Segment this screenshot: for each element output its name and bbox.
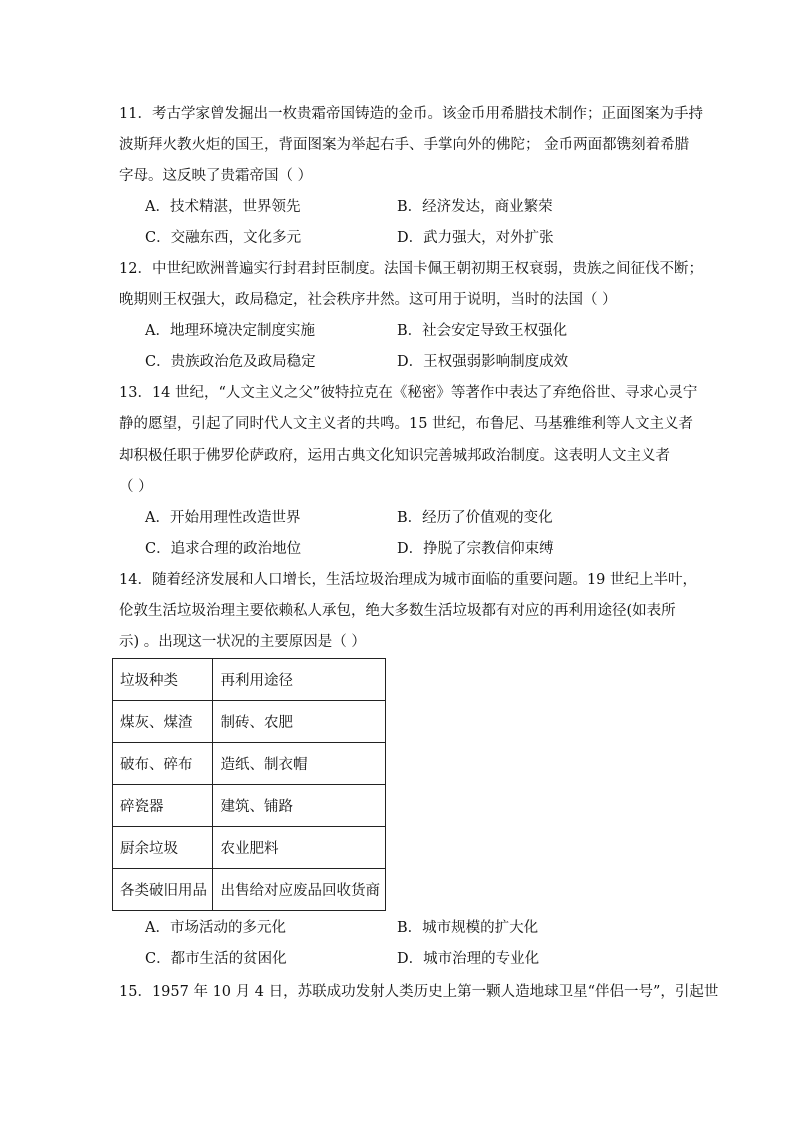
table-header-row	[113, 659, 386, 701]
q12-stem-line-2: 晚期则王权强大，政局稳定，社会秩序井然。这可用于说明，当时的法国（ ）	[119, 292, 617, 308]
q14-stem-line-1: 14．随着经济发展和人口增长，生活垃圾治理成为城市面临的重要问题。19 世纪上半叶，	[119, 572, 698, 588]
q13-option-c: C．追求合理的政治地位	[145, 541, 302, 557]
q15-stem-line-1: 15．1957 年 10 月 4 日，苏联成功发射人类历史上第一颗人造地球卫星“伴侣一号”，引起世	[119, 984, 719, 1000]
q11-stem-line-1: 11．考古学家曾发掘出一枚贵霜帝国铸造的金币。该金币用希腊技术制作；正面图案为手持	[119, 106, 703, 122]
q14-stem-line-3: 示) 。出现这一状况的主要原因是（ ）	[119, 634, 366, 650]
table-cell: 碎瓷器	[113, 785, 213, 827]
table-row	[113, 701, 386, 743]
q11-option-d: D．武力强大，对外扩张	[397, 230, 554, 246]
table-cell: 煤灰、煤渣	[113, 701, 213, 743]
q11-option-a: A．技术精湛，世界领先	[145, 199, 301, 215]
table-row	[113, 743, 386, 785]
table-row	[113, 785, 386, 827]
table-cell: 农业肥料	[213, 827, 386, 869]
q12-option-b: B．社会安定导致王权强化	[397, 323, 568, 339]
table-cell: 破布、碎布	[113, 743, 213, 785]
q11-option-c: C．交融东西，文化多元	[145, 230, 302, 246]
table-cell: 制砖、农肥	[213, 701, 386, 743]
q13-stem-line-4: （ ）	[119, 479, 153, 495]
q11-stem-line-2: 波斯拜火教火炬的国王，背面图案为举起右手、手掌向外的佛陀； 金币两面都镌刻着希腊	[119, 137, 690, 153]
q13-stem-line-1: 13．14 世纪，“人文主义之父”彼特拉克在《秘密》等著作中表达了弃绝俗世、寻求心灵宁	[119, 385, 698, 401]
table-cell: 建筑、铺路	[213, 785, 386, 827]
q11-stem-line-3: 字母。这反映了贵霜帝国（ ）	[119, 168, 313, 184]
q14-stem-line-2: 伦敦生活垃圾治理主要依赖私人承包，绝大多数生活垃圾都有对应的再利用途径(如表所	[119, 603, 676, 619]
q12-option-d: D．王权强弱影响制度成效	[397, 354, 569, 370]
table-header-cell: 再利用途径	[213, 659, 386, 701]
q11-option-b: B．经济发达，商业繁荣	[397, 199, 553, 215]
q13-stem-line-3: 却积极任职于佛罗伦萨政府，运用古典文化知识完善城邦政治制度。这表明人文主义者	[119, 448, 670, 464]
table-cell: 出售给对应废品回收货商	[213, 869, 386, 911]
q14-option-a: A．市场活动的多元化	[145, 920, 286, 936]
q12-option-c: C．贵族政治危及政局稳定	[145, 354, 316, 370]
q14-option-c: C．都市生活的贫困化	[145, 951, 287, 967]
table-cell: 造纸、制衣帽	[213, 743, 386, 785]
q13-stem-line-2: 静的愿望，引起了同时代人文主义者的共鸣。15 世纪，布鲁尼、马基雅维利等人文主义者	[119, 416, 694, 432]
q13-option-b: B．经历了价值观的变化	[397, 510, 553, 526]
table-cell: 厨余垃圾	[113, 827, 213, 869]
table-header-cell: 垃圾种类	[113, 659, 213, 701]
table-row	[113, 827, 386, 869]
q13-option-a: A．开始用理性改造世界	[145, 510, 301, 526]
q12-stem-line-1: 12．中世纪欧洲普遍实行封君封臣制度。法国卡佩王朝初期王权衰弱，贵族之间征伐不断；	[119, 261, 703, 277]
q12-option-a: A．地理环境决定制度实施	[145, 323, 315, 339]
q14-option-b: B．城市规模的扩大化	[397, 920, 539, 936]
q14-option-d: D．城市治理的专业化	[397, 951, 540, 967]
garbage-reuse-table	[112, 658, 386, 911]
table-row	[113, 869, 386, 911]
q13-option-d: D．挣脱了宗教信仰束缚	[397, 541, 554, 557]
table-cell: 各类破旧用品	[113, 869, 213, 911]
